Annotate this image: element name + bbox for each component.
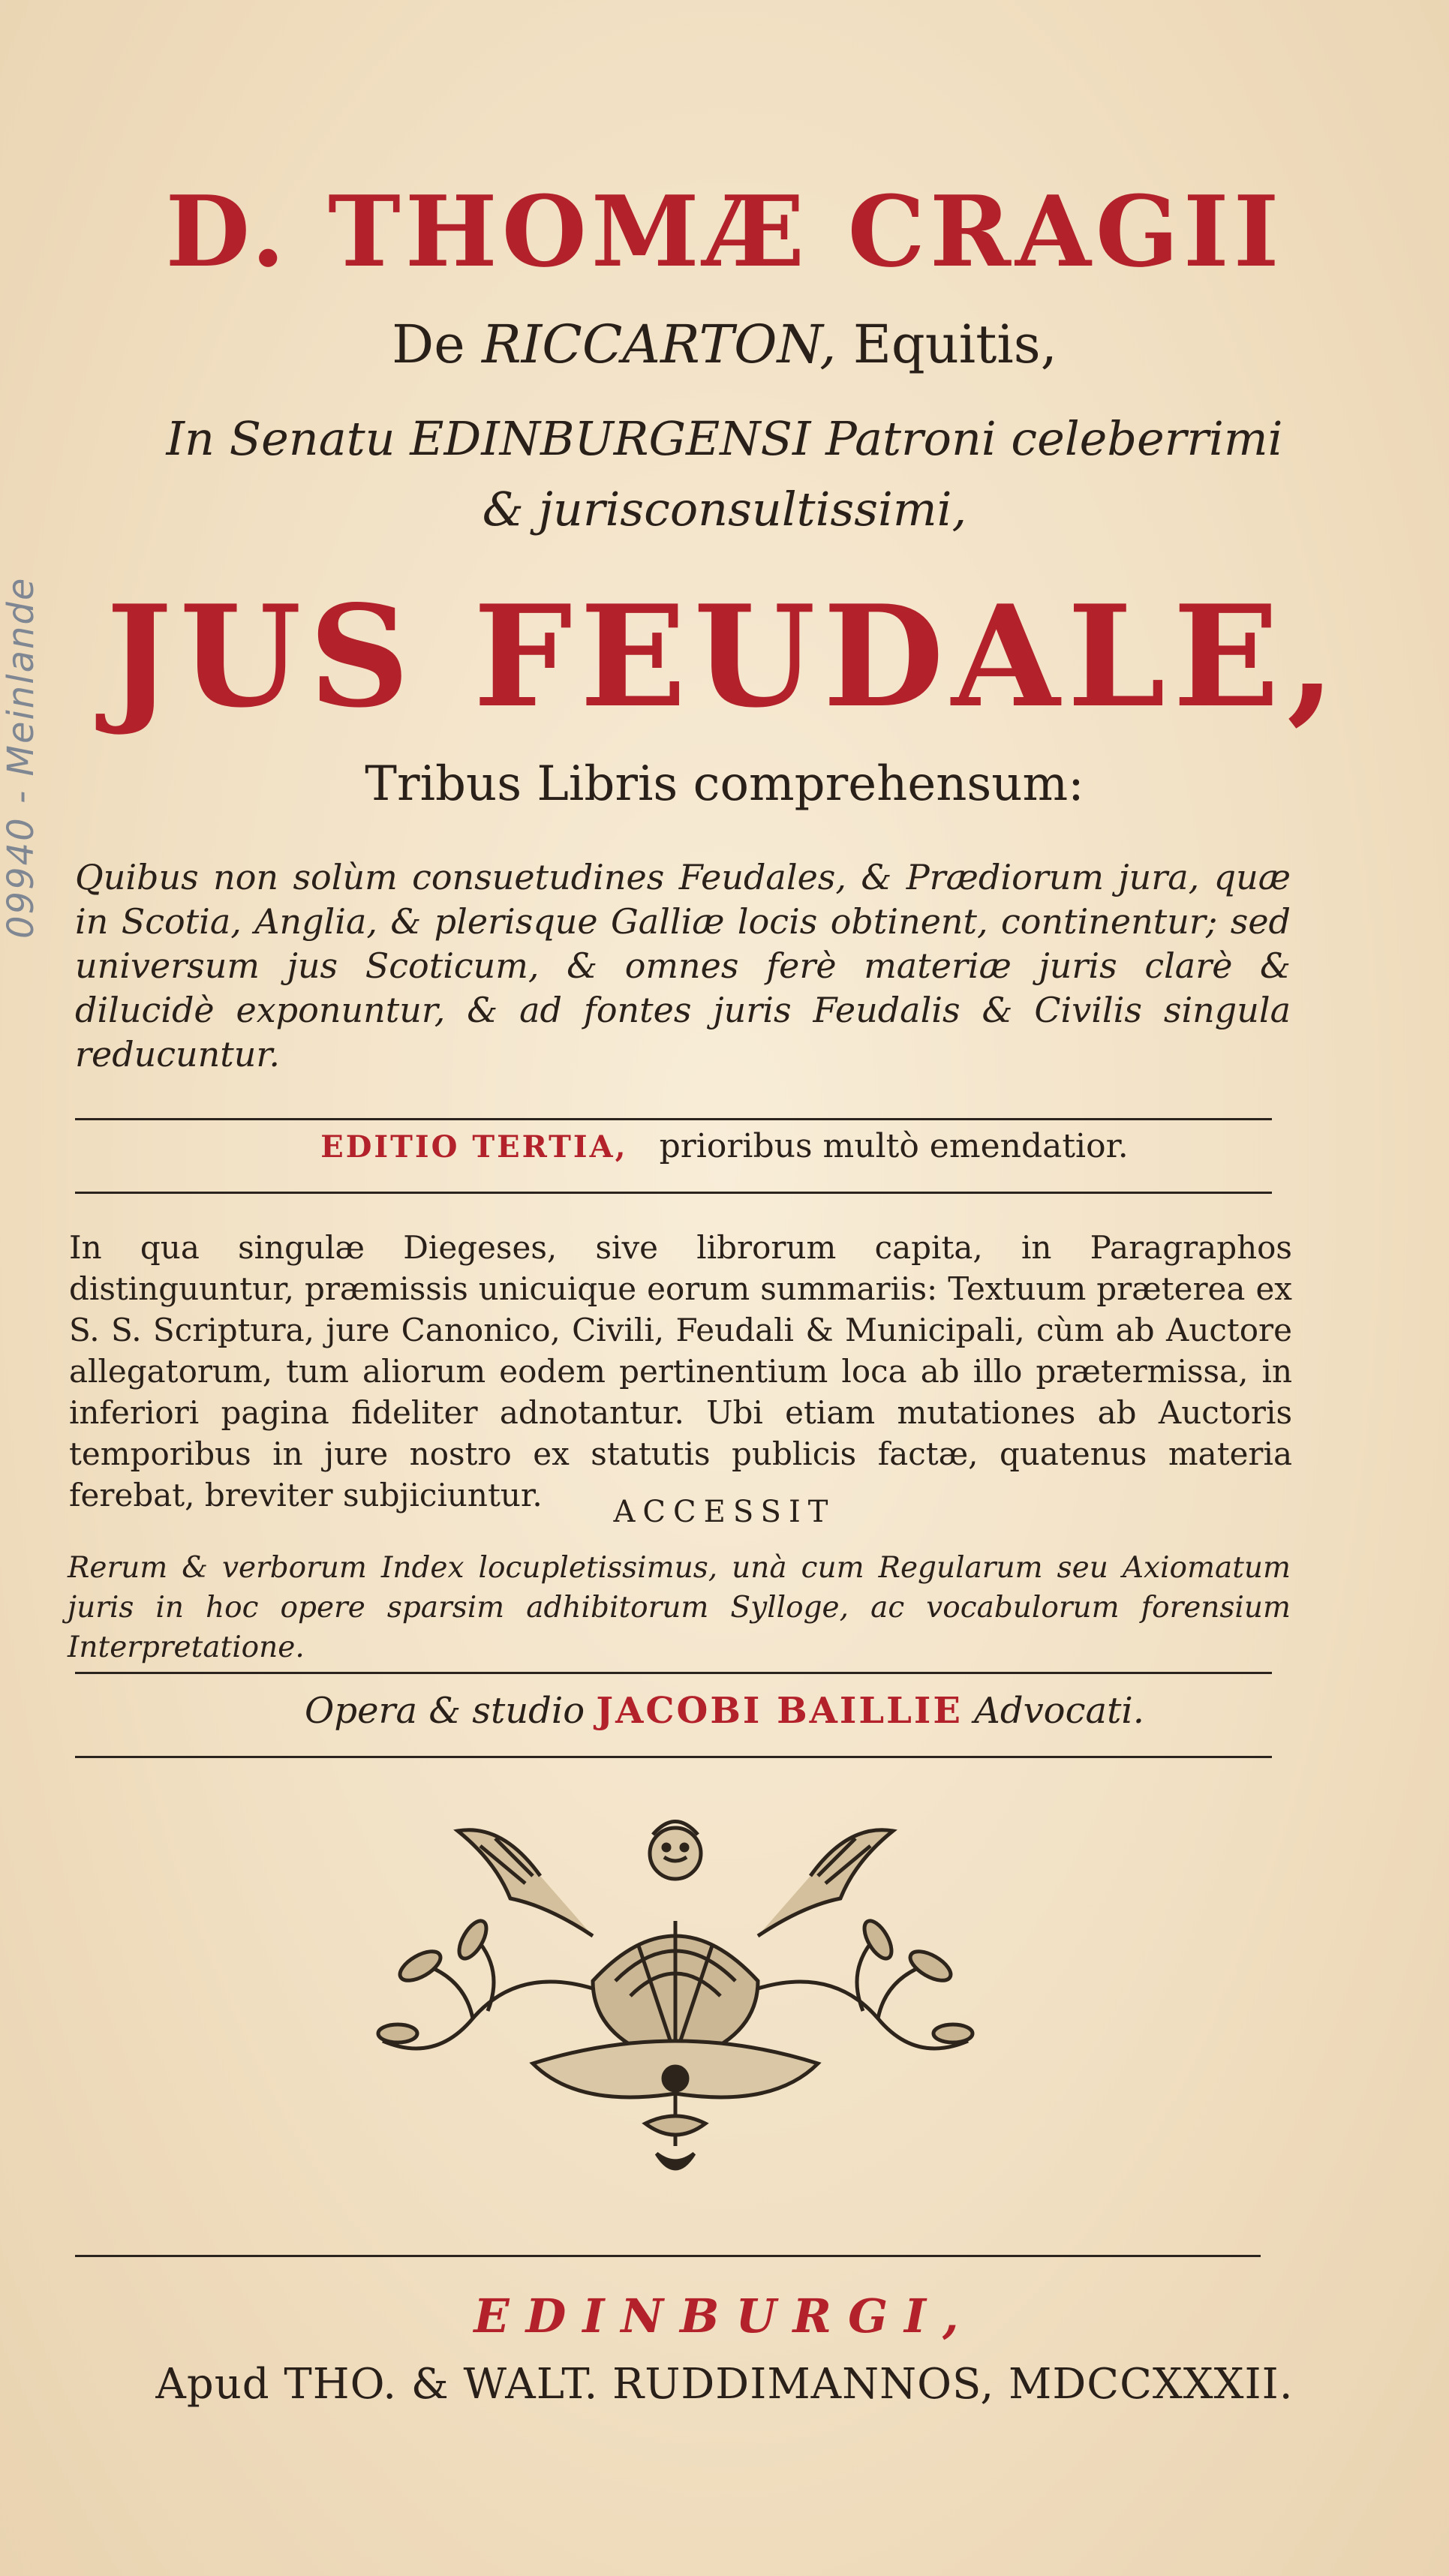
printers-ornament [368,1793,983,2199]
author-rank: Equitis, [852,314,1057,375]
editor-prefix: Opera & studio [305,1690,585,1732]
description-paragraph: Quibus non solùm consuetudines Feudales, & Prædiorum jura, quæ in Scotia, Anglia, & plerisque Galliæ locis obtinent, continentur; sed universum jus Scoticum, & omnes ferè materiæ juris clarè & dilucidè exponuntur, & ad fontes juris Feudalis & Civilis singula reducuntur. [75,857,1291,1075]
accessit-heading: ACCESSIT [613,1495,836,1529]
author-estate: RICCARTON, [481,314,837,375]
divider-rule [75,1756,1272,1758]
editor-suffix: Advocati. [974,1690,1144,1732]
divider-rule [75,1192,1272,1194]
edition-text: prioribus multò emendatior. [659,1127,1129,1165]
editor-line [0,1690,1449,1732]
edition-label: EDITIO TERTIA, [320,1129,628,1165]
divider-rule [75,1118,1272,1120]
author-name: D. THOMÆ CRAGII [165,174,1284,289]
divider-rule [75,1672,1272,1674]
main-title: JUS FEUDALE, [106,574,1343,738]
author-prefix: De [392,314,465,375]
edition-line [0,1127,1449,1165]
subtitle: Tribus Libris comprehensum: [365,756,1084,812]
editor-name: JACOBI BAILLIE [596,1690,963,1732]
author-epithet-line: & jurisconsultissimi, [482,482,967,537]
author-office-line: In Senatu EDINBURGENSI Patroni celeberrimi [166,411,1283,466]
handwritten-margin-note: 09940 - Meinlande [0,576,42,939]
place-of-printing: EDINBURGI, [473,2289,976,2343]
index-paragraph: Rerum & verborum Index locupletissimus, unà cum Regularum seu Axiomatum juris in hoc opere sparsim adhibitorum Sylloge, ac vocabulorum forensium Interpretatione. [68,1551,1291,1664]
imprint-line: Apud THO. & WALT. RUDDIMANNOS, MDCCXXXII. [155,2360,1294,2409]
body-paragraph: In qua singulæ Diegeses, sive librorum capita, in Paragraphos distinguuntur, præmissis unicuique eorum summariis: Textuum præterea ex S. S. Scriptura, jure Canonico, Civili, Feudali & Municipali, cùm ab Auctore allegatorum, tum aliorum eodem pertinentium loca ab illo prætermissa, in inferiori pagina fideliter adnotantur. Ubi etiam mutationes ab Auctoris temporibus in jure nostro ex statutis publicis factæ, quatenus materia ferebat, breviter subjiciuntur. [69,1229,1292,1513]
divider-rule [75,2255,1261,2257]
author-title-line [0,314,1449,375]
